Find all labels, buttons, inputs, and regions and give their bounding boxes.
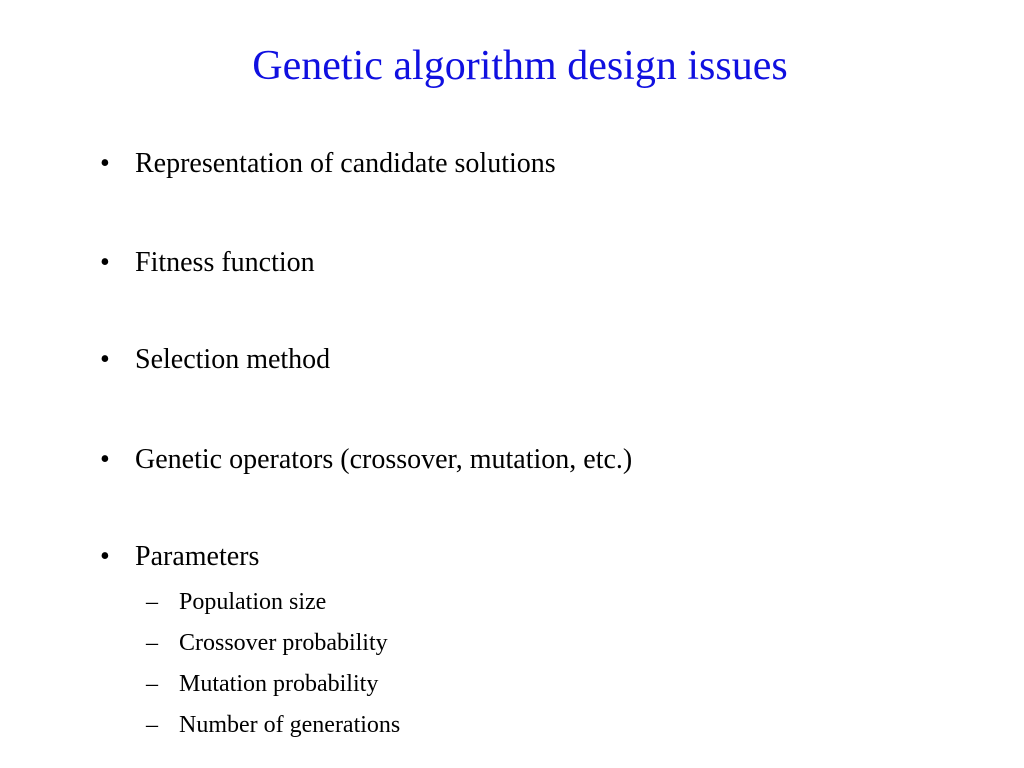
sub-bullet-item	[146, 587, 326, 617]
sub-bullet-item	[146, 628, 388, 658]
bullet-text: Parameters	[135, 541, 260, 572]
bullet-item	[100, 342, 330, 378]
sub-bullet-marker: –	[146, 589, 158, 615]
sub-bullet-text: Mutation probability	[179, 671, 379, 697]
sub-bullet-item	[146, 669, 378, 699]
bullet-marker: •	[100, 247, 110, 278]
bullet-item	[100, 146, 556, 182]
bullet-marker: •	[100, 344, 110, 375]
sub-bullet-text: Population size	[179, 589, 327, 615]
bullet-marker: •	[100, 444, 110, 475]
sub-bullet-marker: –	[146, 712, 158, 738]
bullet-item	[100, 539, 259, 575]
sub-bullet-text: Crossover probability	[179, 630, 388, 656]
bullet-text: Fitness function	[135, 247, 315, 278]
bullet-item	[100, 442, 632, 478]
bullet-text: Selection method	[135, 344, 331, 375]
bullet-marker: •	[100, 148, 110, 179]
bullet-item	[100, 245, 315, 281]
sub-bullet-item	[146, 710, 400, 740]
bullet-text: Representation of candidate solutions	[135, 148, 556, 179]
sub-bullet-text: Number of generations	[179, 712, 401, 738]
bullet-marker: •	[100, 541, 110, 572]
sub-bullet-marker: –	[146, 630, 158, 656]
slide-title: Genetic algorithm design issues	[252, 43, 788, 89]
sub-bullet-marker: –	[146, 671, 158, 697]
bullet-text: Genetic operators (crossover, mutation, etc.)	[135, 444, 633, 475]
